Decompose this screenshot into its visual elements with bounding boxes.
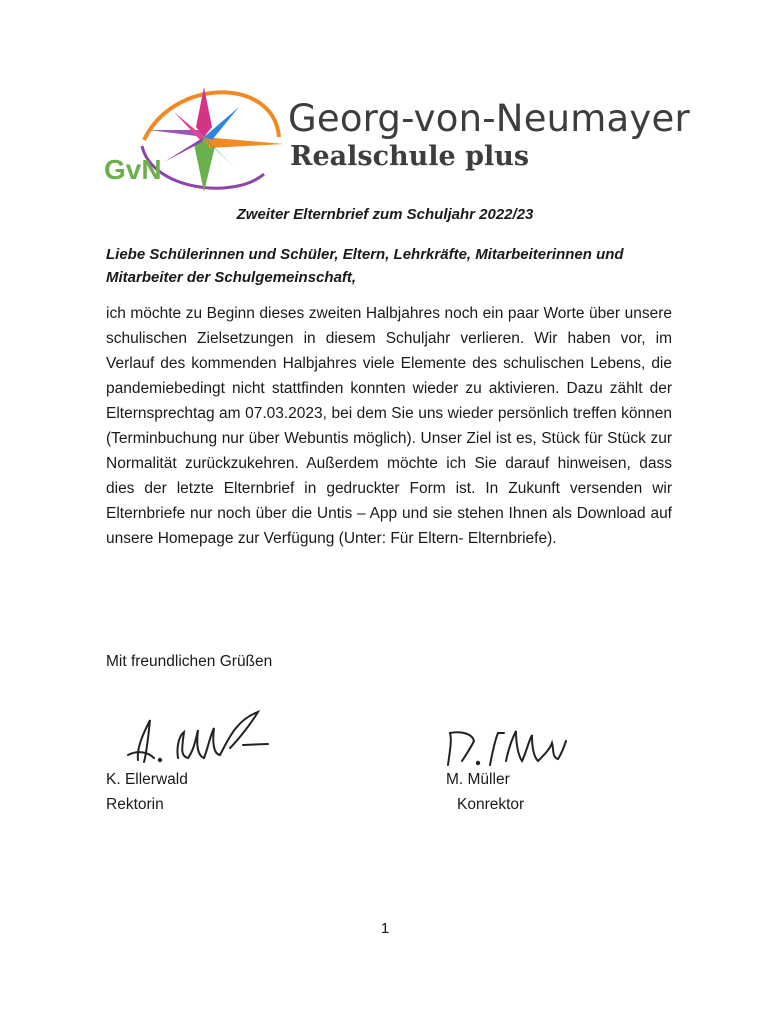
signature-ellerwald (118, 700, 278, 770)
letter-closing: Mit freundlichen Grüßen (106, 653, 273, 670)
letter-title: Zweiter Elternbrief zum Schuljahr 2022/23 (236, 206, 534, 223)
school-name: Georg-von-Neumayer (288, 97, 690, 140)
letter-body (106, 301, 672, 551)
letter-salutation: Liebe Schülerinnen und Schüler, Eltern, Lehrkräfte, Mitarbeiterinnen und Mitarbeiter der Schulgemeinschaft, (106, 246, 624, 286)
logo-initials: GvN (104, 154, 162, 185)
letter-body-paragraph: ich möchte zu Beginn dieses zweiten Halbjahres noch ein paar Worte über unsere schulischen Zielsetzungen in diesem Schuljahr verlieren. Wir haben vor, im Verlauf des kommenden Halbjahres viele Elemente des schulischen Lebens, die pandemiebedingt nicht stattfinden konnten wieder zu aktivieren. Dazu zählt der Elternsprechtag am 07.03.2023, bei dem Sie uns wieder persönlich treffen können (Terminbuchung nur über Webuntis möglich). Unser Ziel ist es, Stück für Stück zur Normalität zurückzukehren. Außerdem möchte ich Sie darauf hinweisen, dass dies der letzte Elternbrief in gedruckter Form ist. In Zukunft versenden wir Elternbriefe nur noch über die Untis – App und sie stehen Ihnen als Download auf unsere Homepage zur Verfügung (Unter: Für Eltern- Elternbriefe). (106, 305, 672, 547)
school-subtitle: Realschule plus (290, 141, 530, 172)
signer-role-left: Rektorin (106, 796, 164, 813)
signer-name-right: M. Müller (446, 771, 510, 788)
page-number: 1 (380, 920, 390, 937)
signer-name-left: K. Ellerwald (106, 771, 188, 788)
signer-role-right: Konrektor (457, 796, 525, 813)
signature-mueller (440, 725, 570, 770)
school-logo (104, 82, 304, 202)
